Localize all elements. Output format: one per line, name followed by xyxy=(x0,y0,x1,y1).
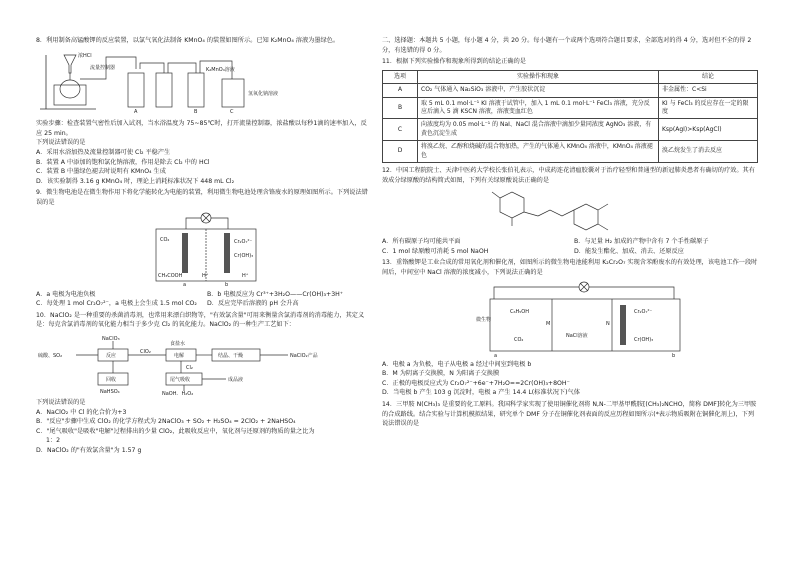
q13-option-a: A．电极 a 为负极，电子从电极 a 经过中间室到电极 b xyxy=(382,360,532,368)
label-a: A xyxy=(134,108,138,113)
cell13-electrode-a: a xyxy=(494,352,498,357)
table-row xyxy=(383,84,758,97)
flow-cl2: Cl₂ xyxy=(186,364,193,371)
flow-finished: 成品液 xyxy=(228,376,244,383)
q8-option-a: A．采用水浴加热及流量控制器可使 Cl₂ 平稳产生 xyxy=(36,148,171,156)
q14-stem: 14．三甲胺 N(CH₃)₃ 是重要的化工原料。我国科学家实现了使用铜催化剂将 N,N-二甲基甲酰胺[(CH₃)₂NCHO，简称 DMF]转化为三甲胺的合成路线。结合实验与计算机模拟结果，研究单个 DMF 分子在铜催化剂表面的反应历程如图所示(*表示物质吸附在铜催化剂上)，下列说法错误的是 xyxy=(382,400,757,428)
cell13-croh: Cr(OH)₃ xyxy=(634,336,654,343)
table-cell: 溴乙烷发生了消去反应 xyxy=(659,141,758,163)
cell13-co2: CO₂ xyxy=(514,336,524,343)
label-b: B xyxy=(194,108,198,113)
q13-option-d: D．当电极 b 产生 103 g 沉淀时，电极 a 产生 14.4 L(标准状况下)气体 xyxy=(382,389,580,397)
cell-right-bottom: H⁺ xyxy=(242,272,249,279)
q9-option-a: A．a 电极为电池负极 xyxy=(36,290,96,298)
process-flow-diagram xyxy=(36,333,366,395)
q10-option-a: A．NaClO₂ 中 Cl 的化合价为+3 xyxy=(36,408,127,416)
table-cell: A xyxy=(383,84,418,97)
cell13-bacteria: 微生物 xyxy=(476,316,492,323)
label-hcl: 浓HCl xyxy=(78,52,92,59)
cell-left-bottom: CH₃COOH xyxy=(158,272,183,279)
cell13-cr2o7: Cr₂O₇²⁻ xyxy=(634,308,653,315)
electrode-a: a xyxy=(183,281,187,287)
q12-options xyxy=(382,237,760,256)
q9-option-c: C．每处理 1 mol Cr₂O₇²⁻，a 电极上会生成 1.5 mol CO₂ xyxy=(36,300,197,308)
apparatus-diagram xyxy=(36,49,336,113)
table-row xyxy=(383,97,758,119)
q8-option-c: C．装置 B 中墨绿色褪去时说明有 KMnO₄ 生成 xyxy=(36,168,166,176)
table-cell: Ksp(AgI)>Ksp(AgCl) xyxy=(659,119,758,141)
table-cell: B xyxy=(383,97,418,119)
q8-ask: 下列说法错误的是 xyxy=(36,139,86,147)
table-row xyxy=(383,119,758,141)
q8-apparatus-figure xyxy=(36,49,372,117)
table-cell: D xyxy=(383,141,418,163)
flow-product: NaClO₂产品 xyxy=(290,352,318,359)
label-valve: 流量控制器 xyxy=(90,64,116,71)
table-cell: C xyxy=(383,119,418,141)
q13-option-b: B．M 为阴离子交换膜，N 为阳离子交换膜 xyxy=(382,370,500,378)
q11-table xyxy=(382,70,758,163)
cell-left-top: CO₂ xyxy=(160,236,170,243)
cell13-organic: C₆H₅OH xyxy=(510,308,529,315)
right-column xyxy=(382,36,760,429)
q9-options xyxy=(36,290,372,309)
q10-option-d: D．NaClO₂ 的"有效氯含量"为 1.57 g xyxy=(36,446,142,454)
electrode-b: b xyxy=(225,281,229,287)
flow-electrolysis: 电解 xyxy=(174,352,185,359)
q12-option-d: D．能发生酯化、加成、消去、还原反应 xyxy=(574,247,684,255)
table-cell: 非金属性：C<Si xyxy=(659,84,758,97)
table-cell: 将溴乙烷、乙醇和烧碱的混合物加热，产生的气体通入 KMnO₄ 溶液中，KMnO₄ 溶液褪色 xyxy=(418,141,659,163)
q13-stem: 13．重铬酸钾是工业合成的常用氧化剂和催化剂，如图所示的微生物电池能利用 K₂Cr₂O₇ 实现含苯酚废水的有效处理，该电池工作一段时间后，中间室中 NaCl 溶液的浓度减小，下列说法正确的是 xyxy=(382,259,758,276)
table-row xyxy=(383,141,758,163)
q12-option-c: C．1 mol 绿原酸可消耗 5 mol NaOH xyxy=(382,247,489,255)
q12-option-b: B．与足量 H₂ 加成的产物中含有 7 个手性碳原子 xyxy=(574,238,709,246)
table-header: 结论 xyxy=(659,70,758,83)
flow-salt: 食盐水 xyxy=(170,340,186,347)
q9-stem: 9．微生物电池是在微生物作用下将化学能转化为电能的装置，利用微生物电池处理含铬废水的原理如图所示。下列说法错误的是 xyxy=(36,189,368,206)
table-header-row xyxy=(383,70,758,83)
q12-option-a: A．所有碳原子均可能共平面 xyxy=(382,238,461,246)
flow-input: 硫酸、SO₂ xyxy=(38,352,63,359)
q10-option-c-cont: 1：2 xyxy=(46,437,61,445)
flow-crystallize: 结晶、干燥 xyxy=(218,352,244,359)
label-k2mno4: K₂MnO₄溶液 xyxy=(206,66,235,73)
flow-absorb: 尾气吸收 xyxy=(170,376,191,383)
q8-stem: 8．利用制备高锰酸钾的反应装置，以氯气氧化法制备 KMnO₄ 的装置如图所示。已知 K₂MnO₄ 溶液为墨绿色。 xyxy=(36,37,340,44)
cell-diagram xyxy=(146,211,346,287)
flow-recycle: 回收 xyxy=(106,376,117,383)
flow-naoh-h2o2: NaOH、H₂O₂ xyxy=(162,390,194,395)
flow-reactor: 反应 xyxy=(106,352,117,359)
label-c: C xyxy=(230,108,234,113)
table-cell: 取 5 mL 0.1 mol·L⁻¹ KI 溶液于试管中，加入 1 mL 0.1 mol·L⁻¹ FeCl₃ 溶液，充分反应后滴入 5 滴 KSCN 溶液，溶液变血红色 xyxy=(418,97,659,119)
table-cell: KI 与 FeCl₃ 的反应存在一定的限度 xyxy=(659,97,758,119)
table-cell: CO₂ 气体通入 Na₂SiO₃ 溶液中，产生胶状沉淀 xyxy=(418,84,659,97)
flow-nahso4: NaHSO₄ xyxy=(100,388,120,395)
q8-steps: 实验步骤：检查装置气密性后加入试剂，当水浴温度为 75~85℃时，打开流量控制器，浓盐酸以每秒1滴的速率加入，反应 25 min。 xyxy=(36,120,367,137)
flow-naclo3: NaClO₃ xyxy=(102,335,120,342)
table-header: 选项 xyxy=(383,70,418,83)
q10-option-b: B．"反应"步骤中生成 ClO₂ 的化学方程式为 2NaClO₃ + SO₂ + H₂SO₄ = 2ClO₂ + 2NaHSO₄ xyxy=(36,418,296,426)
q10-flowchart xyxy=(36,333,372,395)
table-header: 实验操作和现象 xyxy=(418,70,659,83)
q12-structure xyxy=(382,188,760,234)
q10-stem: 10．NaClO₂ 是一种重要的杀菌消毒剂，也常用来漂白织物等，"有效氯含量"可用来衡量含氯消毒剂的消毒能力，其定义是：每克含氯消毒剂的氧化能力相当于多少克 Cl₂ 的氧化能力。NaClO₂ 的一种生产工艺如下： xyxy=(36,311,365,329)
table-cell: 向浓度均为 0.05 mol·L⁻¹ 的 NaI、NaCl 混合溶液中滴加少量同浓度 AgNO₃ 溶液，有黄色沉淀生成 xyxy=(418,119,659,141)
chlorogenic-acid-structure xyxy=(482,188,642,234)
flow-clo2: ClO₂ xyxy=(140,348,151,355)
three-chamber-cell-diagram xyxy=(474,281,694,357)
left-column xyxy=(36,36,372,455)
q8-option-b: B．装置 A 中添加的饱和氯化钠溶液，作用是除去 Cl₂ 中的 HCl xyxy=(36,158,210,166)
cell-proton: H⁺ xyxy=(202,272,209,279)
cell13-membrane-m: M xyxy=(546,320,551,327)
q12-stem: 12．中国工程院院士、天津中医药大学校长张伯礼表示，中成药连花清瘟胶囊对于治疗轻型和普通型的新冠肺炎患者有确切的疗效。其有效成分绿原酸的结构简式如图，下列有关绿原酸说法正确的是 xyxy=(382,167,755,184)
q9-cell-figure xyxy=(36,211,372,287)
q10-ask: 下列说法错误的是 xyxy=(36,398,86,406)
cell-right-mid: Cr(OH)₃ xyxy=(234,252,254,259)
q8-option-d: D．该实验制得 3.16 g KMnO₄ 时，理论上消耗标准状况下 448 mL Cl₂ xyxy=(36,177,235,185)
q9-option-b: B．b 电极反应为 Cr³⁺+3H₂O——Cr(OH)₃+3H⁺ xyxy=(207,290,344,298)
section-header: 二、选择题：本题共 5 小题，每小题 4 分，共 20 分。每小题有一个或两个选项符合题目要求，全部选对的得 4 分，选对但不全的得 2 分，有选错的得 0 分。 xyxy=(382,37,752,54)
q13-option-c: C．正极的电极反应式为 Cr₂O₇²⁻+6e⁻+7H₂O==2Cr(OH)₃+8OH⁻ xyxy=(382,379,570,387)
cell-right-top: Cr₂O₇²⁻ xyxy=(234,238,253,245)
q10-option-c: C．"尾气吸收"是吸收"电解"过程排出的少量 ClO₂，此吸收反应中，氧化剂与还原剂的物质的量之比为 xyxy=(36,427,315,435)
q13-cell-figure xyxy=(382,281,760,357)
q9-option-d: D．反应完毕后溶液的 pH 会升高 xyxy=(207,300,299,308)
cell13-electrode-b: b xyxy=(672,352,676,357)
q11-stem: 11．根据下列实验操作和现象所得到的结论正确的是 xyxy=(382,58,526,66)
cell13-membrane-n: N xyxy=(606,320,610,327)
cell13-nacl: NaCl溶液 xyxy=(566,332,588,339)
label-naoh: 氢氧化钠溶液 xyxy=(248,90,279,97)
